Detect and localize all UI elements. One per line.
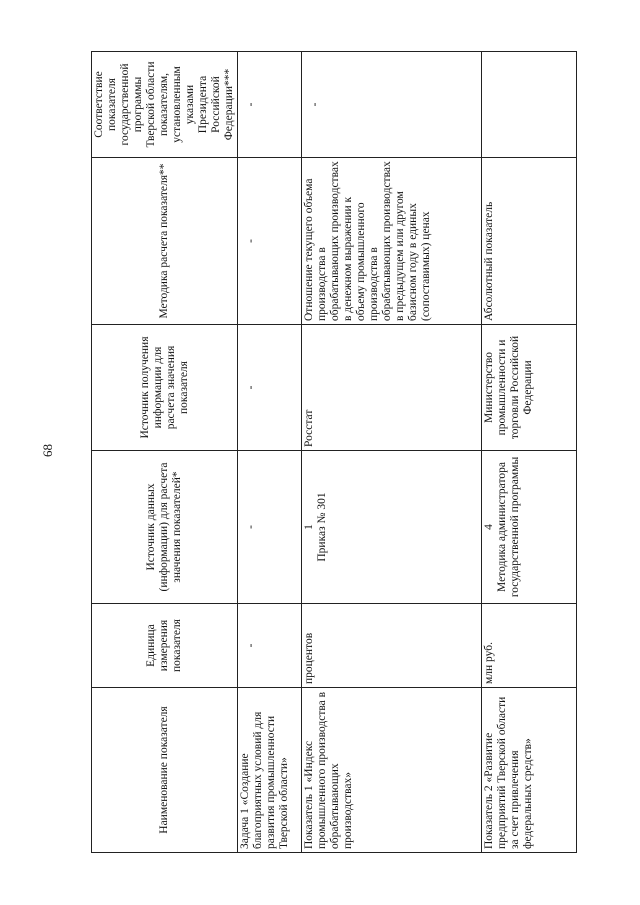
header-obtain: Источник получения информации для расчета значения показателя <box>92 325 238 451</box>
row-unit: процентов <box>302 604 482 688</box>
compliance-value: - <box>245 102 257 107</box>
page-number: 68 <box>40 444 55 457</box>
source-value: - <box>245 525 257 529</box>
document-sheet <box>91 52 577 853</box>
row-obtain: Росстат <box>302 325 482 451</box>
table-row <box>302 52 482 853</box>
source-number: 1 <box>303 524 315 530</box>
table-row <box>482 52 577 853</box>
row-obtain: Министерство промышленности и торговли Российской Федерации <box>482 325 577 451</box>
source-number: 4 <box>483 524 495 530</box>
row-compliance <box>238 52 302 158</box>
source-value: Методика администратора государственной программы <box>496 456 521 598</box>
header-row <box>92 52 238 853</box>
table-row <box>238 52 302 853</box>
header-unit: Единица измерения показателя <box>92 604 238 688</box>
row-compliance <box>302 52 482 158</box>
row-method: Отношение текущего объема производства в обрабатывающих производствах в денежном выражении к объему промышленного производства в обрабатывающих производствах в предыдущем или другом базисном году в единых (сопоставимых) ценах <box>302 158 482 325</box>
row-unit: млн руб. <box>482 604 577 688</box>
header-method: Методика расчета показателя** <box>92 158 238 325</box>
row-source <box>302 451 482 604</box>
compliance-value: - <box>309 102 321 107</box>
source-value: Приказ № 301 <box>316 492 328 562</box>
row-method: Абсолютный показатель <box>482 158 577 325</box>
row-source <box>482 451 577 604</box>
indicators-table <box>91 51 577 853</box>
row-unit <box>238 604 302 688</box>
method-value: - <box>245 239 257 243</box>
row-compliance <box>482 52 577 158</box>
header-name: Наименование показателя <box>92 688 238 853</box>
row-obtain <box>238 325 302 451</box>
unit-value: - <box>245 643 257 648</box>
row-name: Показатель 2 «Развитие предприятий Тверской области за счет привлечения федеральных средств» <box>482 688 577 853</box>
header-source: Источник данных (информации) для расчета значения показателей* <box>92 451 238 604</box>
row-method <box>238 158 302 325</box>
row-source <box>238 451 302 604</box>
row-name: Задача 1 «Создание благоприятных условий для развития промышленности Тверской области» <box>238 688 302 853</box>
header-compliance: Соответствие показателя государственной программы Тверской области показателям, установленным указами Президента Российской Федерации*** <box>92 52 238 158</box>
row-name: Показатель 1 «Индекс промышленного производства в обрабатывающих производствах» <box>302 688 482 853</box>
obtain-value: - <box>245 385 257 390</box>
